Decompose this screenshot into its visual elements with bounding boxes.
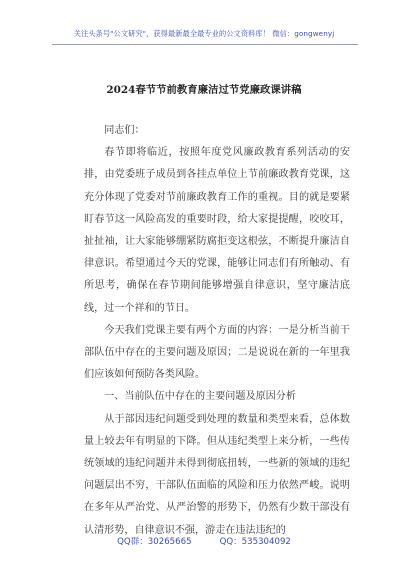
document-title: 2024春节节前教育廉洁过节党廉政课讲稿 — [106, 84, 302, 96]
footer-contact — [0, 535, 408, 547]
paragraph: 春节即将临近，按照年度党风廉政教育系列活动的安排，由党委班子成员到各挂点单位上节前廉政教育党课，这充分体现了党委对节前廉政教育工作的重视。目的就是要紧盯春节这一风险高发的重要时段，给大家提提醒，咬咬耳，扯扯袖，让大家能够绷紧防腐拒变这根弦，不断提升廉洁自律意识。希望通过今天的党课，能够让同志们有所触动、有所思考，确保在春节期间能够增强自律意识，坚守廉洁底线，过一个祥和的节日。 — [84, 147, 350, 314]
footer-qq-group: QQ群：30265665 — [117, 537, 192, 547]
paragraph: 今天我们党课主要有两个方面的内容：一是分析当前干部队伍中存在的主要问题及原因；二是说说在新的一年里我们应该如何预防各类风险。 — [84, 324, 350, 381]
header-note: 关注头条号"公文研究"，获得最新最全最专业的公文资料库！ 微信：gongwenyj — [73, 29, 335, 38]
header-divider — [52, 44, 358, 45]
footer-qq: QQ：535304092 — [219, 537, 291, 547]
section-heading: 一、当前队伍中存在的主要问题及原因分析 — [104, 391, 296, 403]
salutation: 同志们： — [104, 125, 145, 136]
paragraph: 从于部因违纪问题受到处理的数量和类型来看，总体数量上较去年有明显的下降。但从违纪类型上来分析，一些传统领域的违纪问题并未得到彻底扭转，一些新的领域的违纪问题层出不穷，干部队伍面临的风险和压力依然严峻。说明在多年从严治党、从严治警的形势下，仍然有少数干部没有认清形势，自律意识不强，游走在违法违纪的 — [84, 413, 350, 536]
document-body — [84, 120, 350, 542]
